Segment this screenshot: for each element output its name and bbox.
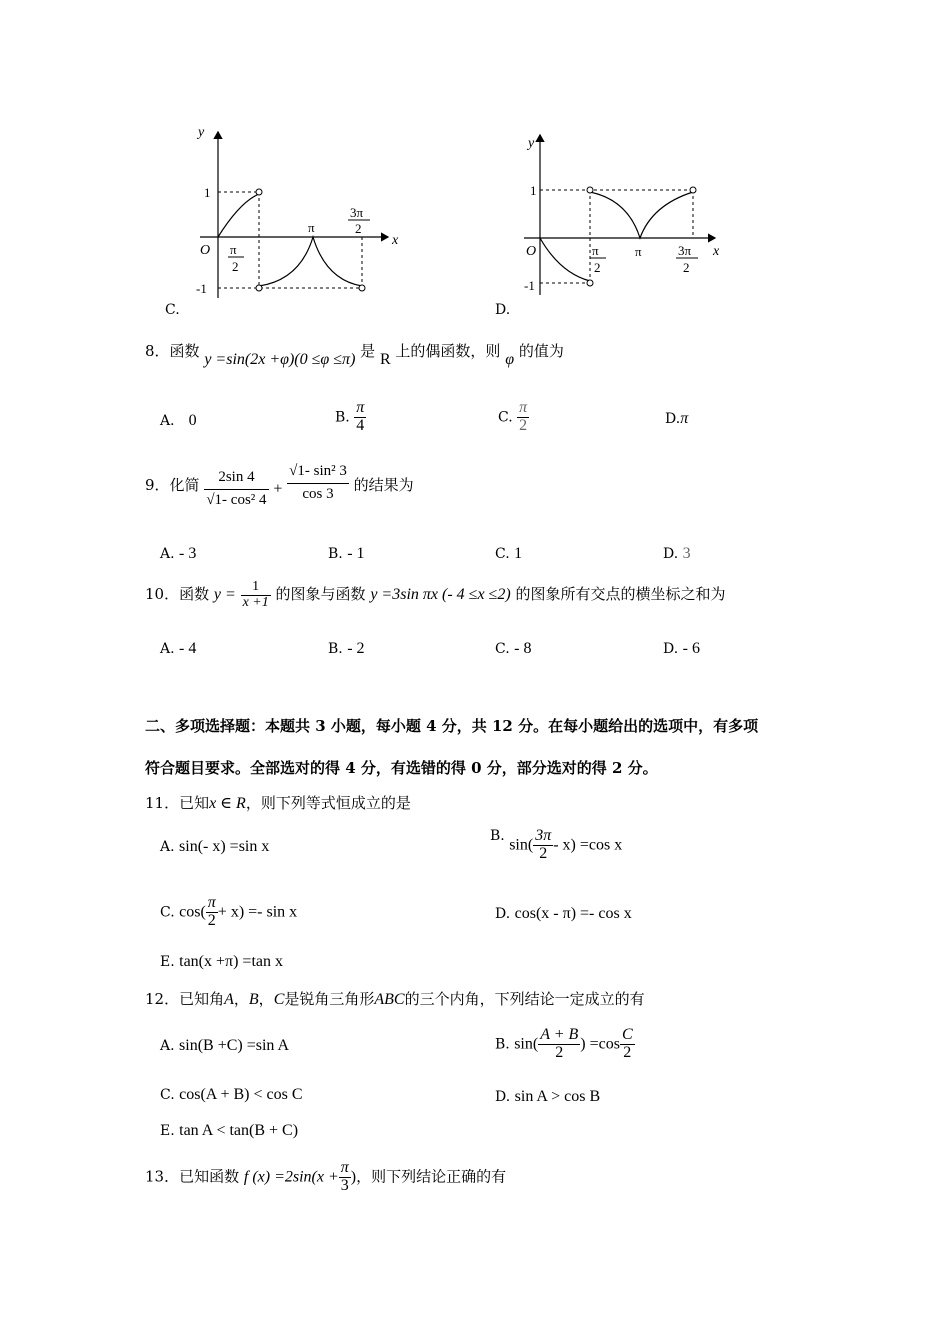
q10-b-label: B.	[328, 641, 343, 657]
q10-number: 10．函数	[145, 585, 210, 604]
q11-option-d	[495, 905, 632, 923]
q9-c-value: 1	[514, 545, 523, 562]
q13-number: 13．已知函数	[145, 1167, 240, 1186]
q11-condition: x ∈ R	[209, 795, 246, 812]
q8-option-c	[498, 400, 529, 435]
q11-b-label: B.	[490, 828, 505, 844]
section-2-line-1: 二、多项选择题：本题共 3 小题，每小题 4 分，共 12 分。在每小题给出的选项中，有多项	[145, 717, 759, 735]
curve-2	[259, 237, 362, 286]
q8-b-num: π	[356, 399, 365, 416]
three-pi-half-den: 2	[355, 221, 362, 236]
three-pi-half-num: 3π	[678, 243, 692, 258]
q12-sep-1: ，	[233, 990, 249, 1008]
q9-plus: +	[273, 480, 283, 498]
q10-c-label: C.	[495, 641, 510, 657]
q10-option-d	[663, 640, 700, 658]
q12-b-fraction-1	[538, 1027, 580, 1062]
q9-fraction-2	[287, 464, 349, 503]
q13-pre: f (x) =2sin(x +	[243, 1168, 339, 1186]
q12-d-value: sin A > cos B	[514, 1088, 601, 1105]
q10-option-c	[495, 640, 531, 658]
q8-end: 的值为	[518, 342, 564, 360]
q8-d-label: D.	[665, 411, 681, 427]
open-point-2	[256, 285, 262, 291]
q12-mid: 是锐角三角形	[284, 990, 375, 1008]
q8-option-d	[665, 410, 688, 428]
q11-option-e	[160, 953, 283, 971]
q11-c-pre: cos(	[179, 903, 206, 921]
neg-one-label: -1	[524, 278, 535, 293]
origin-label: O	[200, 243, 211, 258]
q8-r: R	[379, 351, 391, 368]
q8-b-fraction	[354, 400, 366, 435]
q12-angle-b: B	[248, 991, 259, 1008]
q10-d-value: - 6	[682, 640, 700, 657]
pi-half-num: π	[230, 242, 237, 257]
q11-b-num: 3π	[535, 827, 552, 844]
q8-b-den: 4	[356, 416, 365, 434]
q10-y-eq: y =	[213, 586, 236, 604]
one-label: 1	[204, 185, 211, 200]
q12-b-mid: ) =cos	[580, 1035, 620, 1053]
q10-a-label: A.	[160, 641, 175, 657]
section-2-line-2: 符合题目要求。全部选对的得 4 分，有选错的得 0 分，部分选对的得 2 分。	[145, 759, 658, 777]
q8-mid: 是	[360, 342, 376, 360]
q11-number: 11．已知	[145, 794, 210, 812]
neg-one-label: -1	[196, 281, 207, 296]
q10-option-b	[328, 640, 365, 658]
question-11	[145, 792, 411, 813]
q12-angle-a: A	[224, 991, 234, 1008]
q8-d-value: π	[680, 410, 689, 427]
q12-b-den: 2	[555, 1043, 564, 1061]
q9-a-value: - 3	[179, 545, 197, 562]
q12-number: 12．已知角	[145, 990, 225, 1008]
open-point-1	[587, 187, 593, 193]
question-13	[145, 1160, 506, 1195]
q8-c-den: 2	[519, 416, 528, 434]
q13-end: ，则下列结论正确的有	[356, 1167, 507, 1186]
q10-f-den: x +1	[242, 594, 269, 610]
pi-half-num: π	[592, 243, 599, 258]
q9-option-d	[663, 545, 691, 563]
y-label: y	[528, 136, 535, 151]
q8-option-b	[335, 400, 366, 435]
q8-option-a	[160, 410, 197, 430]
q11-option-c	[160, 895, 297, 930]
q10-d-label: D.	[663, 641, 679, 657]
open-point-2	[587, 280, 593, 286]
q9-f1-den: √1- cos² 4	[206, 491, 267, 508]
curve-1	[540, 238, 590, 281]
q11-d-label: D.	[495, 906, 511, 922]
graph-d-svg	[510, 125, 750, 305]
q11-c-label: C.	[160, 904, 175, 921]
q11-option-a	[160, 838, 269, 856]
q11-c-fraction	[206, 895, 218, 930]
q9-b-label: B.	[328, 546, 343, 562]
open-point-3	[359, 285, 365, 291]
curve-2	[590, 192, 693, 238]
question-12	[145, 988, 645, 1009]
q12-b-num2: C	[621, 1026, 633, 1043]
q11-a-value: sin(- x) =sin x	[179, 838, 270, 855]
x-label: x	[392, 233, 399, 248]
q8-c-fraction	[517, 400, 529, 435]
y-label: y	[198, 125, 205, 140]
q9-f2-num: √1- sin² 3	[287, 464, 349, 484]
origin-label: O	[526, 244, 537, 259]
q13-den: 3	[340, 1176, 349, 1194]
graph-d-label: D.	[495, 302, 511, 318]
q8-tail: 上的偶函数，则	[395, 342, 501, 360]
q13-num: π	[340, 1159, 349, 1176]
q8-b-label: B.	[335, 409, 350, 426]
q13-fraction	[339, 1160, 351, 1195]
q8-c-num: π	[519, 399, 528, 416]
q12-option-c	[160, 1086, 303, 1104]
q11-a-label: A.	[160, 839, 175, 855]
q10-f-num: 1	[241, 580, 271, 596]
three-pi-half-num: 3π	[350, 205, 364, 220]
q10-formula2: y =3sin πx (- 4 ≤x ≤2)	[370, 586, 511, 604]
q12-b-num: A + B	[540, 1026, 579, 1043]
three-pi-half-den: 2	[683, 260, 690, 275]
q12-b-pre: sin(	[514, 1035, 539, 1053]
q12-b-fraction-2	[620, 1027, 635, 1062]
graph-c-svg	[160, 120, 410, 320]
q8-c-label: C.	[498, 409, 513, 426]
one-label: 1	[530, 183, 537, 198]
q9-end: 的结果为	[353, 476, 414, 494]
q9-b-value: - 1	[347, 545, 365, 562]
q12-c-value: cos(A + B) < cos C	[179, 1086, 303, 1103]
q11-c-den: 2	[207, 911, 216, 929]
q12-end: 的三个内角，下列结论一定成立的有	[404, 990, 645, 1008]
open-point-1	[256, 189, 262, 195]
q9-fraction-1	[204, 470, 268, 509]
q9-a-label: A.	[160, 546, 175, 562]
q12-d-label: D.	[495, 1089, 511, 1105]
pi-half-den: 2	[594, 260, 601, 275]
q8-phi: φ	[505, 351, 515, 368]
q12-option-b	[495, 1027, 635, 1062]
graph-d	[510, 125, 750, 305]
q10-mid: 的图象与函数	[275, 585, 366, 604]
q12-option-a	[160, 1037, 289, 1055]
q10-c-value: - 8	[514, 640, 532, 657]
q9-d-value: 3	[682, 545, 691, 562]
q10-end: 的图象所有交点的横坐标之和为	[515, 585, 726, 604]
q9-option-c	[495, 545, 522, 563]
pi-label: π	[308, 220, 315, 235]
q8-a-value: 0	[188, 412, 197, 429]
q12-option-e	[160, 1122, 298, 1140]
q11-b-den: 2	[539, 844, 548, 862]
pi-half-den: 2	[232, 259, 239, 274]
open-point-3	[690, 187, 696, 193]
x-label: x	[713, 244, 720, 259]
q11-b-post: - x) =cos x	[553, 836, 623, 854]
q12-b-label: B.	[495, 1036, 510, 1053]
graph-c	[160, 120, 410, 320]
pi-label: π	[635, 244, 642, 259]
q9-f1-num: 2sin 4	[204, 470, 268, 490]
q10-b-value: - 2	[347, 640, 365, 657]
q9-c-label: C.	[495, 546, 510, 562]
question-8	[145, 340, 564, 368]
q10-a-value: - 4	[179, 640, 197, 657]
curve-1	[218, 194, 259, 237]
q8-formula: y =sin(2x +φ)(0 ≤φ ≤π)	[204, 351, 356, 368]
q10-option-a	[160, 640, 196, 658]
q12-a-value: sin(B +C) =sin A	[179, 1037, 290, 1054]
q8-a-label: A．	[160, 413, 185, 429]
q12-e-value: tan A < tan(B + C)	[179, 1122, 299, 1139]
q11-e-value: tan(x +π) =tan x	[179, 953, 283, 970]
q10-fraction	[241, 580, 271, 610]
q9-d-label: D.	[663, 546, 679, 562]
graph-c-label: C.	[165, 302, 180, 318]
q12-e-label: E.	[160, 1123, 175, 1139]
q12-c-label: C.	[160, 1087, 175, 1103]
q9-option-a	[160, 545, 196, 563]
q9-f2-den: cos 3	[302, 485, 334, 502]
q12-angle-c: C	[273, 991, 285, 1008]
q11-b-fraction	[533, 828, 553, 863]
question-9	[145, 463, 414, 509]
q12-b-den2: 2	[623, 1043, 632, 1061]
q11-end: ，则下列等式恒成立的是	[245, 794, 411, 812]
q11-option-b	[490, 828, 622, 863]
q12-triangle: ABC	[374, 991, 405, 1008]
q13-post: )	[350, 1168, 357, 1186]
q12-a-label: A.	[160, 1038, 175, 1054]
q11-b-pre: sin(	[509, 836, 534, 854]
q11-c-post: + x) =- sin x	[217, 903, 298, 921]
q11-e-label: E.	[160, 954, 175, 970]
q9-option-b	[328, 545, 365, 563]
q8-number: 8．函数	[145, 342, 200, 360]
q12-sep-2: ，	[258, 990, 274, 1008]
q9-number: 9．化简	[145, 476, 200, 494]
q12-option-d	[495, 1088, 600, 1106]
q11-c-num: π	[207, 894, 216, 911]
question-10	[145, 580, 725, 610]
q11-d-value: cos(x - π) =- cos x	[514, 905, 632, 922]
